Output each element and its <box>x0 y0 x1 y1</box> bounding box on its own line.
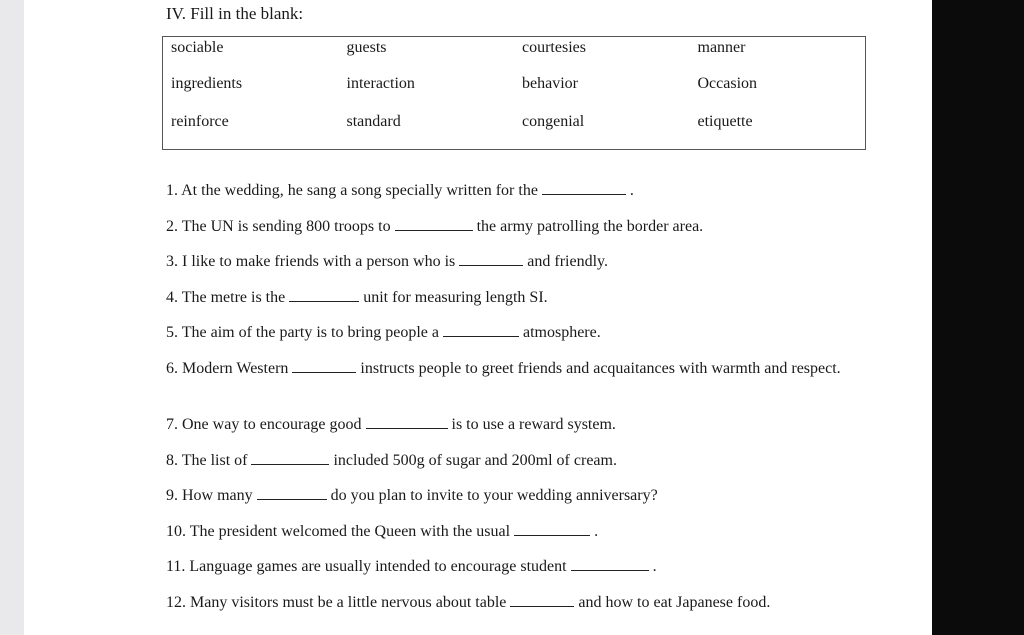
question-item <box>166 322 886 358</box>
word-cell: reinforce <box>171 113 229 130</box>
question-text-after: and how to eat Japanese food. <box>578 593 771 611</box>
question-text-after: atmosphere. <box>522 324 601 342</box>
word-cell: behavior <box>522 75 578 92</box>
answer-blank <box>395 216 473 231</box>
question-text-after: . <box>652 558 657 576</box>
question-item <box>166 358 886 414</box>
question-item <box>166 556 886 592</box>
word-cell: interaction <box>346 75 415 92</box>
answer-blank <box>542 180 626 195</box>
question-text-before: 11. Language games are usually intended to encourage student <box>166 558 567 576</box>
word-bank-box <box>162 36 866 150</box>
question-list <box>166 180 886 628</box>
question-text-before: 5. The aim of the party is to bring people a <box>166 324 439 342</box>
question-text-before: 10. The president welcomed the Queen with the usual <box>166 522 511 540</box>
question-text-before: 12. Many visitors must be a little nervous about table <box>166 593 507 611</box>
word-cell: standard <box>346 113 401 130</box>
word-cell: ingredients <box>171 75 243 92</box>
answer-blank <box>514 521 590 536</box>
answer-blank <box>292 358 356 373</box>
word-cell: etiquette <box>697 113 753 130</box>
right-margin <box>932 0 1024 635</box>
word-cell: Occasion <box>697 75 758 92</box>
section-heading: IV. Fill in the blank: <box>166 4 304 23</box>
question-item <box>166 414 886 450</box>
word-bank-row <box>163 103 865 141</box>
word-bank-table <box>163 37 865 141</box>
question-item <box>166 521 886 557</box>
question-item <box>166 592 886 628</box>
question-text-after: included 500g of sugar and 200ml of cream. <box>333 451 617 469</box>
answer-blank <box>510 592 574 607</box>
word-bank-row <box>163 37 865 65</box>
question-text-before: 4. The metre is the <box>166 288 286 306</box>
question-item <box>166 287 886 323</box>
question-text-before: 3. I like to make friends with a person who is <box>166 253 456 271</box>
answer-blank <box>443 322 519 337</box>
question-item <box>166 485 886 521</box>
question-text-after: and friendly. <box>527 253 608 271</box>
question-text-before: 8. The list of <box>166 451 248 469</box>
word-cell: manner <box>697 39 746 56</box>
word-cell: congenial <box>522 113 585 130</box>
worksheet-page <box>24 0 932 635</box>
answer-blank <box>257 485 327 500</box>
question-text-before: 2. The UN is sending 800 troops to <box>166 217 391 235</box>
question-text-after: . <box>594 522 599 540</box>
question-text-after: instructs people to greet friends and acquaitances with warmth and respect. <box>360 359 841 377</box>
question-text-after: is to use a reward system. <box>451 415 616 433</box>
question-text-after: unit for measuring length SI. <box>363 288 548 306</box>
word-bank-row <box>163 65 865 103</box>
answer-blank <box>366 414 448 429</box>
question-text-before: 9. How many <box>166 487 253 505</box>
question-text-after: . <box>629 182 634 199</box>
question-text-after: the army patrolling the border area. <box>476 217 704 235</box>
question-text-after: do you plan to invite to your wedding anniversary? <box>330 487 658 505</box>
answer-blank <box>459 251 523 266</box>
answer-blank <box>289 287 359 302</box>
question-text-before: 6. Modern Western <box>166 359 289 377</box>
word-cell: guests <box>346 39 387 56</box>
word-cell: sociable <box>171 39 224 56</box>
left-margin <box>0 0 24 635</box>
answer-blank <box>251 450 329 465</box>
question-text-before: 7. One way to encourage good <box>166 415 362 433</box>
answer-blank <box>571 556 649 571</box>
question-item <box>166 251 886 287</box>
question-item <box>166 450 886 486</box>
word-cell: courtesies <box>522 39 586 56</box>
question-item <box>166 180 886 216</box>
question-text-before: 1. At the wedding, he sang a song specially written for the <box>166 182 538 199</box>
question-item <box>166 216 886 252</box>
